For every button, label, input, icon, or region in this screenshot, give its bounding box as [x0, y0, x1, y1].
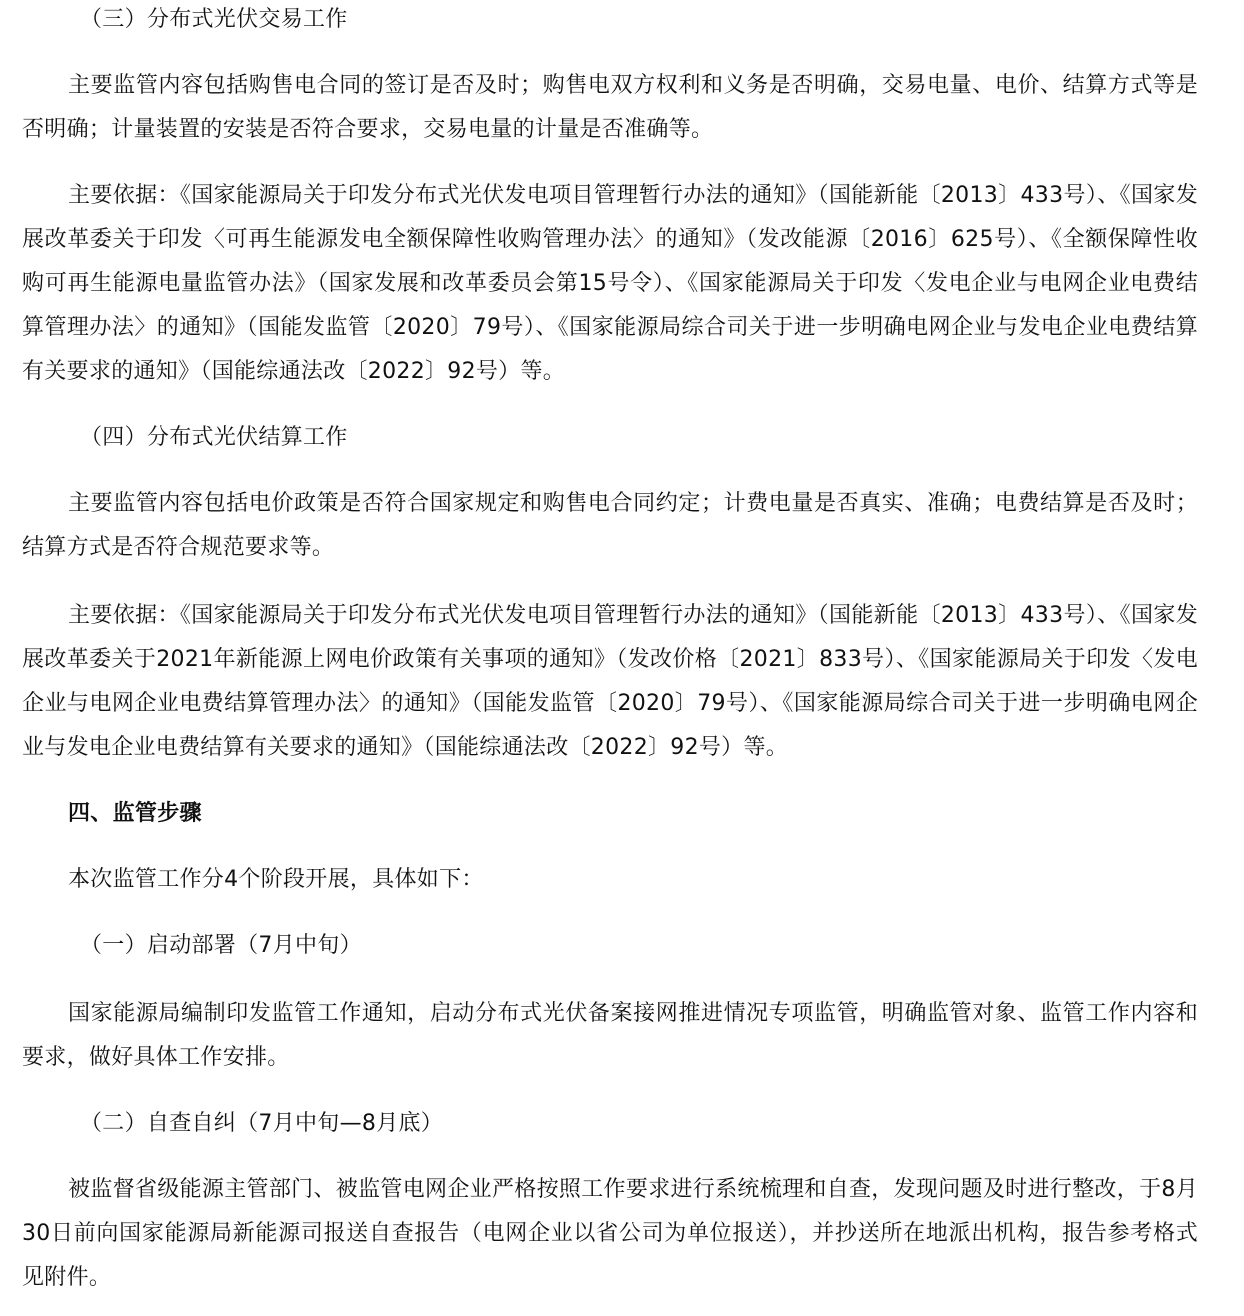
heading-self-inspection: （二）自查自纠（7月中旬—8月底）: [80, 1111, 444, 1136]
paragraph-self-inspection: 被监督省级能源主管部门、被监管电网企业严格按照工作要求进行系统梳理和自查，发现问题及时进行整改，于8月30日前向国家能源局新能源司报送自查报告（电网企业以省公司为单位报送），并抄送所在地派出机构，报告参考格式见附件。: [22, 1177, 1198, 1290]
paragraph-trading-basis: 主要依据：《国家能源局关于印发分布式光伏发电项目管理暂行办法的通知》（国能新能〔2013〕433号）、《国家发展改革委关于印发〈可再生能源发电全额保障性收购管理办法〉的通知》（发改能源〔2016〕625号）、《全额保障性收购可再生能源电量监管办法》（国家发展和改革委员会第15号令）、《国家能源局关于印发〈发电企业与电网企业电费结算管理办法〉的通知》（国能发监管〔2020〕79号）、《国家能源局综合司关于进一步明确电网企业与发电企业电费结算有关要求的通知》（国能综通法改〔2022〕92号）等。: [22, 183, 1198, 384]
paragraph-launch-deployment: 国家能源局编制印发监管工作通知，启动分布式光伏备案接网推进情况专项监管，明确监管对象、监管工作内容和要求，做好具体工作安排。: [22, 1001, 1198, 1070]
paragraph-settlement-content: 主要监管内容包括电价政策是否符合国家规定和购售电合同约定；计费电量是否真实、准确；电费结算是否及时；结算方式是否符合规范要求等。: [22, 491, 1198, 560]
heading-distributed-pv-trading: （三）分布式光伏交易工作: [80, 7, 348, 32]
paragraph-settlement-basis: 主要依据：《国家能源局关于印发分布式光伏发电项目管理暂行办法的通知》（国能新能〔2013〕433号）、《国家发展改革委关于2021年新能源上网电价政策有关事项的通知》（发改价格〔2021〕833号）、《国家能源局关于印发〈发电企业与电网企业电费结算管理办法〉的通知》（国能发监管〔2020〕79号）、《国家能源局综合司关于进一步明确电网企业与发电企业电费结算有关要求的通知》（国能综通法改〔2022〕92号）等。: [22, 603, 1198, 760]
heading-supervision-steps: 四、监管步骤: [68, 801, 202, 826]
heading-launch-deployment: （一）启动部署（7月中旬）: [80, 933, 362, 958]
paragraph-stages-intro: 本次监管工作分4个阶段开展，具体如下：: [68, 867, 484, 892]
paragraph-trading-content: 主要监管内容包括购售电合同的签订是否及时；购售电双方权利和义务是否明确，交易电量、电价、结算方式等是否明确；计量装置的安装是否符合要求，交易电量的计量是否准确等。: [22, 73, 1198, 142]
heading-distributed-pv-settlement: （四）分布式光伏结算工作: [80, 425, 348, 450]
